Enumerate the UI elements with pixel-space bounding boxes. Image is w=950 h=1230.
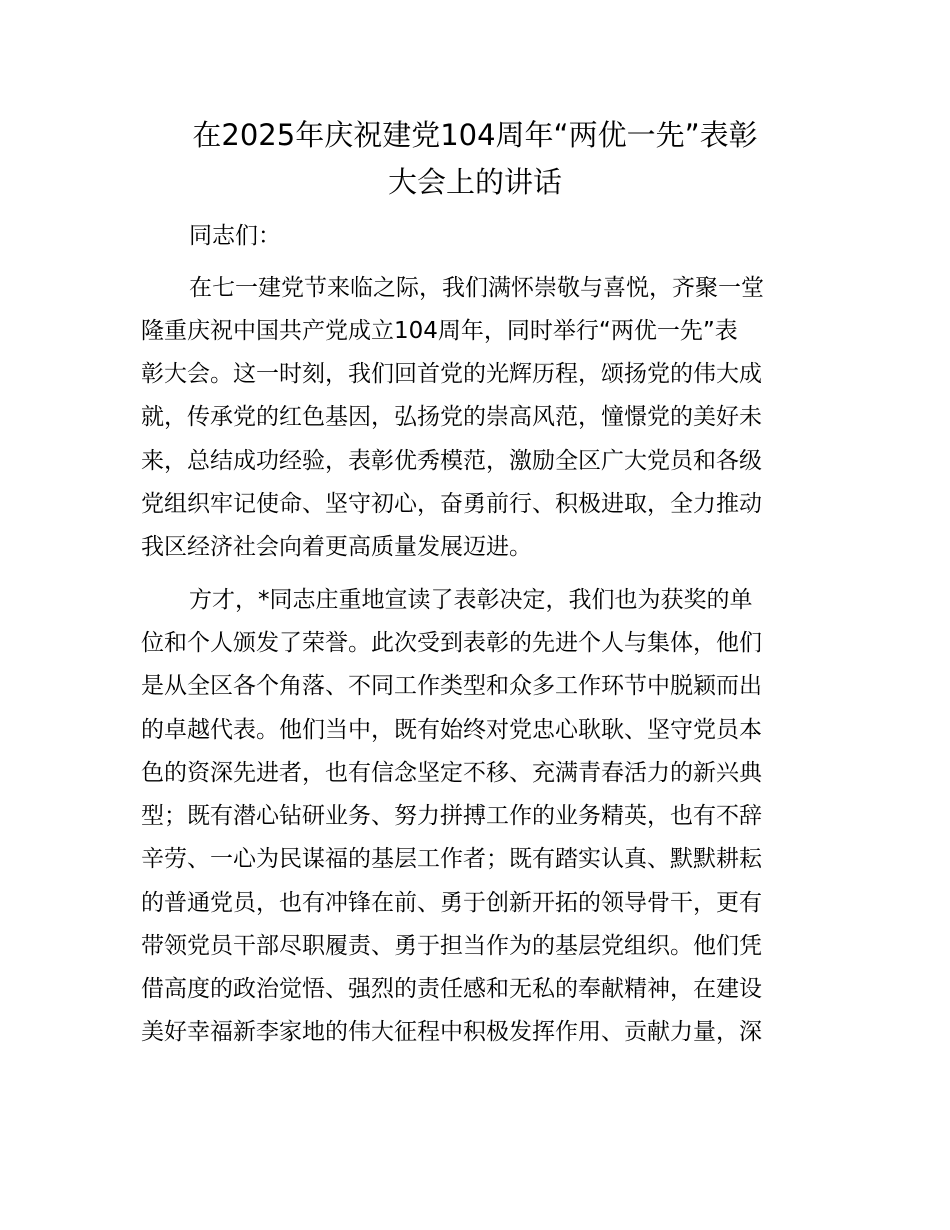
paragraph-2-line-6: 型；既有潜心钻研业务、努力拼搏工作的业务精英，也有不辞 (141, 803, 762, 829)
paragraph-1-line-1: 在七一建党节来临之际，我们满怀崇敬与喜悦，齐聚一堂 (189, 275, 764, 301)
paragraph-2-line-3: 是从全区各个角落、不同工作类型和众多工作环节中脱颖而出 (141, 673, 762, 699)
paragraph-1-line-6: 党组织牢记使命、坚守初心，奋勇前行、积极进取，全力推动 (141, 491, 762, 517)
paragraph-1-line-7: 我区经济社会向着更高质量发展迈进。 (141, 534, 532, 560)
paragraph-1-line-5: 来，总结成功经验，表彰优秀模范，激励全区广大党员和各级 (141, 448, 762, 474)
paragraph-2-line-10: 借高度的政治觉悟、强烈的责任感和无私的奉献精神，在建设 (141, 976, 762, 1002)
paragraph-2-line-11: 美好幸福新李家地的伟大征程中积极发挥作用、贡献力量，深 (141, 1019, 762, 1045)
paragraph-2-line-7: 辛劳、一心为民谋福的基层工作者；既有踏实认真、默默耕耘 (141, 846, 762, 872)
salutation: 同志们： (189, 223, 281, 249)
paragraph-2-line-4: 的卓越代表。他们当中，既有始终对党忠心耿耿、坚守党员本 (141, 717, 762, 743)
paragraph-2-line-2: 位和个人颁发了荣誉。此次受到表彰的先进个人与集体，他们 (141, 630, 762, 656)
paragraph-2-line-5: 色的资深先进者，也有信念坚定不移、充满青春活力的新兴典 (141, 760, 762, 786)
paragraph-2-line-1: 方才，*同志庄重地宣读了表彰决定，我们也为获奖的单 (189, 587, 753, 613)
paragraph-2-line-8: 的普通党员，也有冲锋在前、勇于创新开拓的领导骨干，更有 (141, 890, 762, 916)
paragraph-1-line-3: 彰大会。这一时刻，我们回首党的光辉历程，颂扬党的伟大成 (141, 361, 762, 387)
paragraph-2-line-9: 带领党员干部尽职履责、勇于担当作为的基层党组织。他们凭 (141, 933, 762, 959)
speech-title-line-1: 在2025年庆祝建党104周年“两优一先”表彰 (192, 118, 758, 152)
paragraph-1-line-4: 就，传承党的红色基因，弘扬党的崇高风范，憧憬党的美好未 (141, 404, 762, 430)
paragraph-1-line-2: 隆重庆祝中国共产党成立104周年，同时举行“两优一先”表 (141, 318, 738, 344)
speech-title-line-2: 大会上的讲话 (387, 165, 562, 199)
